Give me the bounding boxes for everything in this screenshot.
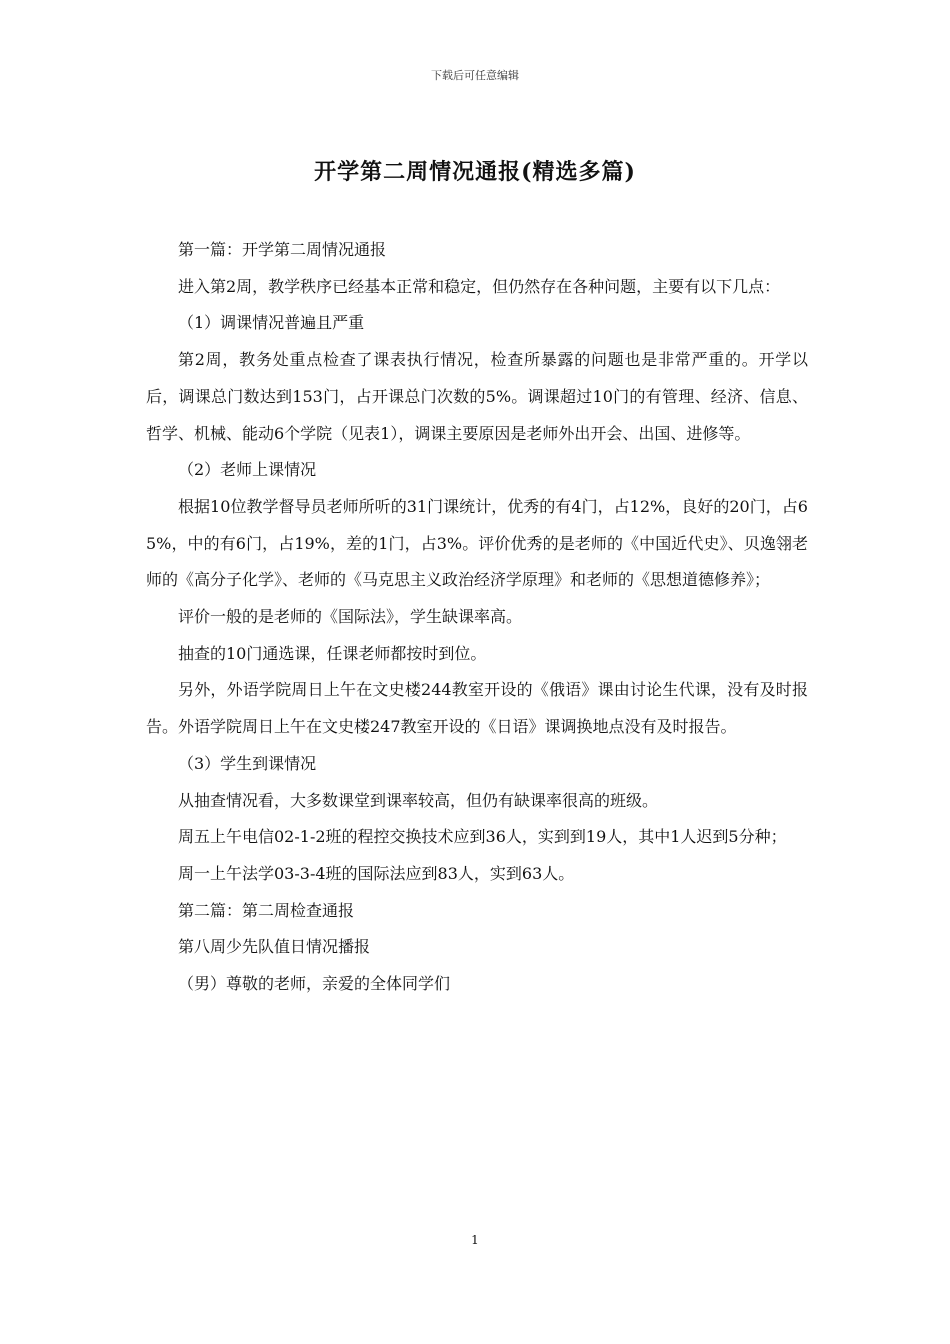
body-paragraph: 周一上午法学03-3-4班的国际法应到83人，实到63人。 — [178, 863, 575, 883]
body-paragraph: 另外，外语学院周日上午在文史楼244教室开设的《俄语》课由讨论生代课，没有及时报告。外语学院周日上午在文史楼247教室开设的《日语》课调换地点没有及时报告。 — [146, 680, 808, 737]
section-heading: 第一篇：开学第二周情况通报 — [178, 240, 387, 259]
document-title: 开学第二周情况通报(精选多篇) — [314, 159, 636, 185]
section-heading: 第二篇：第二周检查通报 — [178, 900, 355, 920]
subsection-heading: （2）老师上课情况 — [178, 460, 317, 480]
subsection-heading: （1）调课情况普遍且严重 — [178, 313, 365, 333]
body-paragraph: 第2周，教务处重点检查了课表执行情况，检查所暴露的问题也是非常严重的。开学以后，调课总门数达到153门，占开课总门次数的5%。调课超过10门的有管理、经济、信息、哲学、机械、能动6个学院（见表1），调课主要原因是老师外出开会、出国、进修等。 — [146, 350, 808, 443]
body-paragraph: 周五上午电信02-1-2班的程控交换技术应到36人，实到到19人，其中1人迟到5分种； — [178, 827, 787, 847]
page-number: 1 — [471, 1233, 479, 1247]
body-paragraph: 评价一般的是老师的《国际法》，学生缺课率高。 — [178, 607, 523, 627]
document-body — [146, 232, 808, 1003]
page-header-note: 下载后可任意编辑 — [431, 69, 519, 82]
body-paragraph: 根据10位教学督导员老师所听的31门课统计，优秀的有4门，占12%，良好的20门，占65%，中的有6门，占19%，差的1门，占3%。评价优秀的是老师的《中国近代史》、贝逸翎老师的《高分子化学》、老师的《马克思主义政治经济学原理》和老师的《思想道德修养》； — [146, 496, 808, 590]
body-paragraph: 抽查的10门通选课，任课老师都按时到位。 — [178, 643, 487, 663]
body-paragraph: （男）尊敬的老师，亲爱的全体同学们 — [178, 974, 451, 994]
body-paragraph: 从抽查情况看，大多数课堂到课率较高，但仍有缺课率很高的班级。 — [178, 790, 659, 810]
subsection-heading: （3）学生到课情况 — [178, 753, 317, 773]
body-paragraph: 进入第2周，教学秩序已经基本正常和稳定，但仍然存在各种问题，主要有以下几点： — [178, 276, 781, 296]
body-paragraph: 第八周少先队值日情况播报 — [178, 937, 371, 957]
